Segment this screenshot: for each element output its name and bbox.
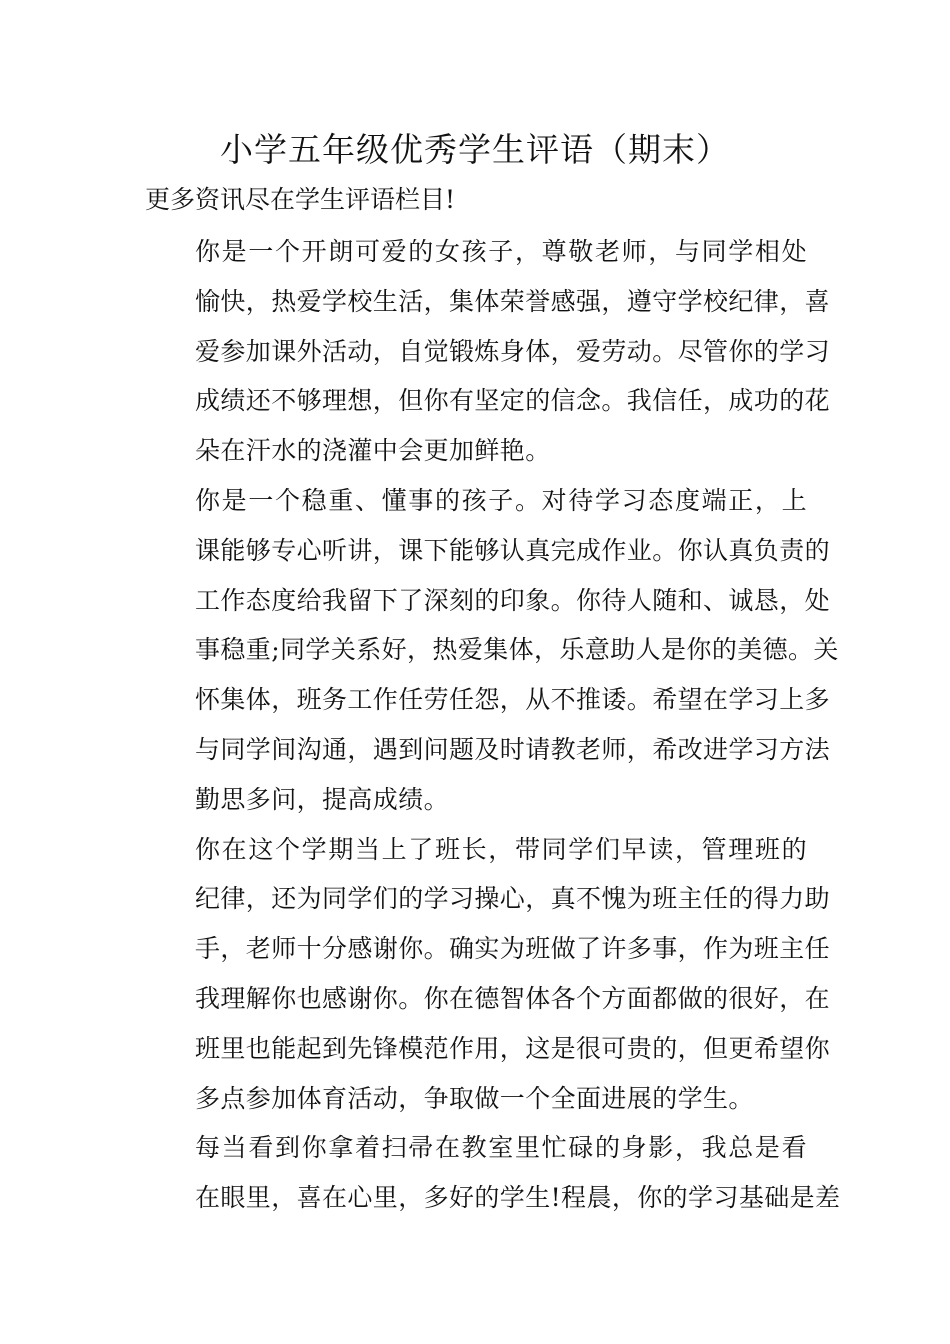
text-line: 每当看到你拿着扫帚在教室里忙碌的身影，我总是看 [195,1133,807,1163]
document-body [145,227,841,1223]
text-line: 手，老师十分感谢你。确实为班做了许多事，作为班主任 [195,934,831,964]
text-line: 爱参加课外活动，自觉锻炼身体，爱劳动。尽管你的学习 [195,336,831,366]
document-subtitle: 更多资讯尽在学生评语栏目! [145,185,456,214]
text-line: 你是一个稳重、懂事的孩子。对待学习态度端正，上 [195,485,807,515]
text-line: 你是一个开朗可爱的女孩子，尊敬老师，与同学相处 [195,237,807,266]
text-line: 我理解你也感谢你。你在德智体各个方面都做的很好，在 [195,983,831,1013]
text-line: 朵在汗水的浇灌中会更加鲜艳。 [195,436,551,466]
text-line: 与同学间沟通，遇到问题及时请教老师，希改进学习方法 [195,734,831,764]
paragraph-4 [145,1123,841,1223]
text-line: 在眼里，喜在心里，多好的学生!程晨，你的学习基础是差 [195,1183,841,1213]
text-line: 课能够专心听讲，课下能够认真完成作业。你认真负责的 [195,535,831,565]
text-line: 工作态度给我留下了深刻的印象。你待人随和、诚恳，处 [195,585,831,615]
text-line: 成绩还不够理想，但你有坚定的信念。我信任，成功的花 [195,386,831,416]
text-line: 勤思多问，提高成绩。 [195,784,450,814]
text-line: 事稳重;同学关系好，热爱集体，乐意助人是你的美德。关 [195,635,839,665]
paragraph-3 [145,825,831,1124]
document-title: 小学五年级优秀学生评语（期末） [220,130,730,169]
paragraph-2 [145,476,839,825]
text-line: 怀集体，班务工作任劳任怨，从不推诿。希望在学习上多 [195,685,831,715]
text-line: 愉快，热爱学校生活，集体荣誉感强，遵守学校纪律，喜 [195,286,831,316]
text-line: 多点参加体育活动，争取做一个全面进展的学生。 [195,1083,754,1113]
paragraph-1 [145,227,831,476]
text-line: 你在这个学期当上了班长，带同学们早读，管理班的 [195,834,807,864]
text-line: 班里也能起到先锋模范作用，这是很可贵的，但更希望你 [195,1033,831,1063]
text-line: 纪律，还为同学们的学习操心，真不愧为班主任的得力助 [195,884,831,914]
